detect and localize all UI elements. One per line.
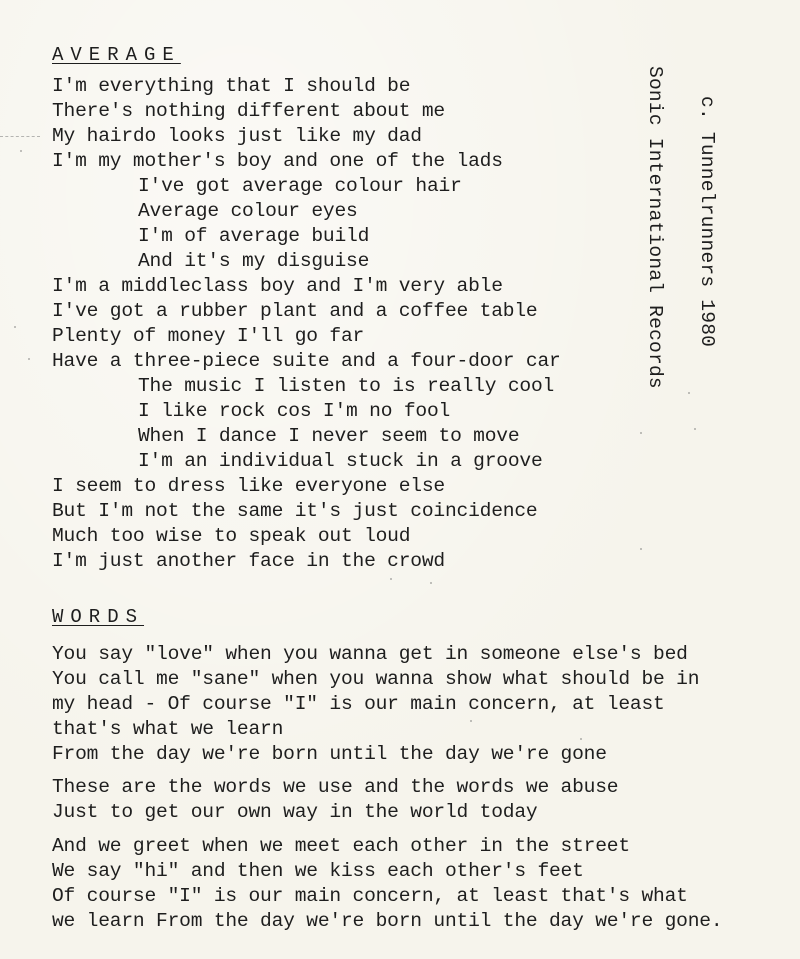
words-line-11: we learn From the day we're born until the day we're gone. bbox=[52, 910, 723, 932]
average-line-5: I've got average colour hair bbox=[138, 175, 462, 197]
average-line-6: Average colour eyes bbox=[138, 200, 358, 222]
average-line-8: And it's my disguise bbox=[138, 250, 370, 272]
paper-speck bbox=[430, 582, 432, 584]
average-line-12: Have a three-piece suite and a four-door car bbox=[52, 350, 561, 372]
paper-speck bbox=[470, 720, 472, 722]
words-line-6: These are the words we use and the words we abuse bbox=[52, 776, 619, 798]
paper-speck bbox=[688, 392, 690, 394]
average-line-7: I'm of average build bbox=[138, 225, 370, 247]
average-line-4: I'm my mother's boy and one of the lads bbox=[52, 150, 503, 172]
average-line-19: Much too wise to speak out loud bbox=[52, 525, 411, 547]
average-line-1: I'm everything that I should be bbox=[52, 75, 411, 97]
average-line-3: My hairdo looks just like my dad bbox=[52, 125, 422, 147]
paper-speck bbox=[640, 548, 642, 550]
words-line-7: Just to get our own way in the world today bbox=[52, 801, 538, 823]
label-credit: Sonic International Records bbox=[644, 66, 666, 389]
words-line-3: my head - Of course "I" is our main concern, at least bbox=[52, 693, 665, 715]
paper-speck bbox=[14, 326, 16, 328]
average-line-11: Plenty of money I'll go far bbox=[52, 325, 365, 347]
average-line-13: The music I listen to is really cool bbox=[138, 375, 555, 397]
words-line-10: Of course "I" is our main concern, at least that's what bbox=[52, 885, 688, 907]
stray-dash-mark bbox=[0, 136, 40, 137]
average-line-18: But I'm not the same it's just coincidence bbox=[52, 500, 538, 522]
average-line-17: I seem to dress like everyone else bbox=[52, 475, 445, 497]
words-line-8: And we greet when we meet each other in the street bbox=[52, 835, 630, 857]
paper-speck bbox=[28, 358, 30, 360]
average-line-15: When I dance I never seem to move bbox=[138, 425, 520, 447]
words-line-2: You call me "sane" when you wanna show what should be in bbox=[52, 668, 700, 690]
words-line-1: You say "love" when you wanna get in someone else's bed bbox=[52, 643, 688, 665]
words-line-9: We say "hi" and then we kiss each other's feet bbox=[52, 860, 584, 882]
average-line-10: I've got a rubber plant and a coffee table bbox=[52, 300, 538, 322]
average-line-20: I'm just another face in the crowd bbox=[52, 550, 445, 572]
copyright-credit: c. Tunnelrunners 1980 bbox=[696, 96, 718, 348]
average-line-2: There's nothing different about me bbox=[52, 100, 445, 122]
words-line-5: From the day we're born until the day we're gone bbox=[52, 743, 607, 765]
average-line-9: I'm a middleclass boy and I'm very able bbox=[52, 275, 503, 297]
paper-speck bbox=[390, 578, 392, 580]
paper-speck bbox=[20, 150, 22, 152]
average-line-14: I like rock cos I'm no fool bbox=[138, 400, 451, 422]
average-title: AVERAGE bbox=[52, 44, 181, 66]
paper-speck bbox=[580, 738, 582, 740]
words-line-4: that's what we learn bbox=[52, 718, 284, 740]
paper-speck bbox=[640, 432, 642, 434]
paper-speck bbox=[694, 428, 696, 430]
words-title: WORDS bbox=[52, 606, 145, 628]
average-line-16: I'm an individual stuck in a groove bbox=[138, 450, 543, 472]
